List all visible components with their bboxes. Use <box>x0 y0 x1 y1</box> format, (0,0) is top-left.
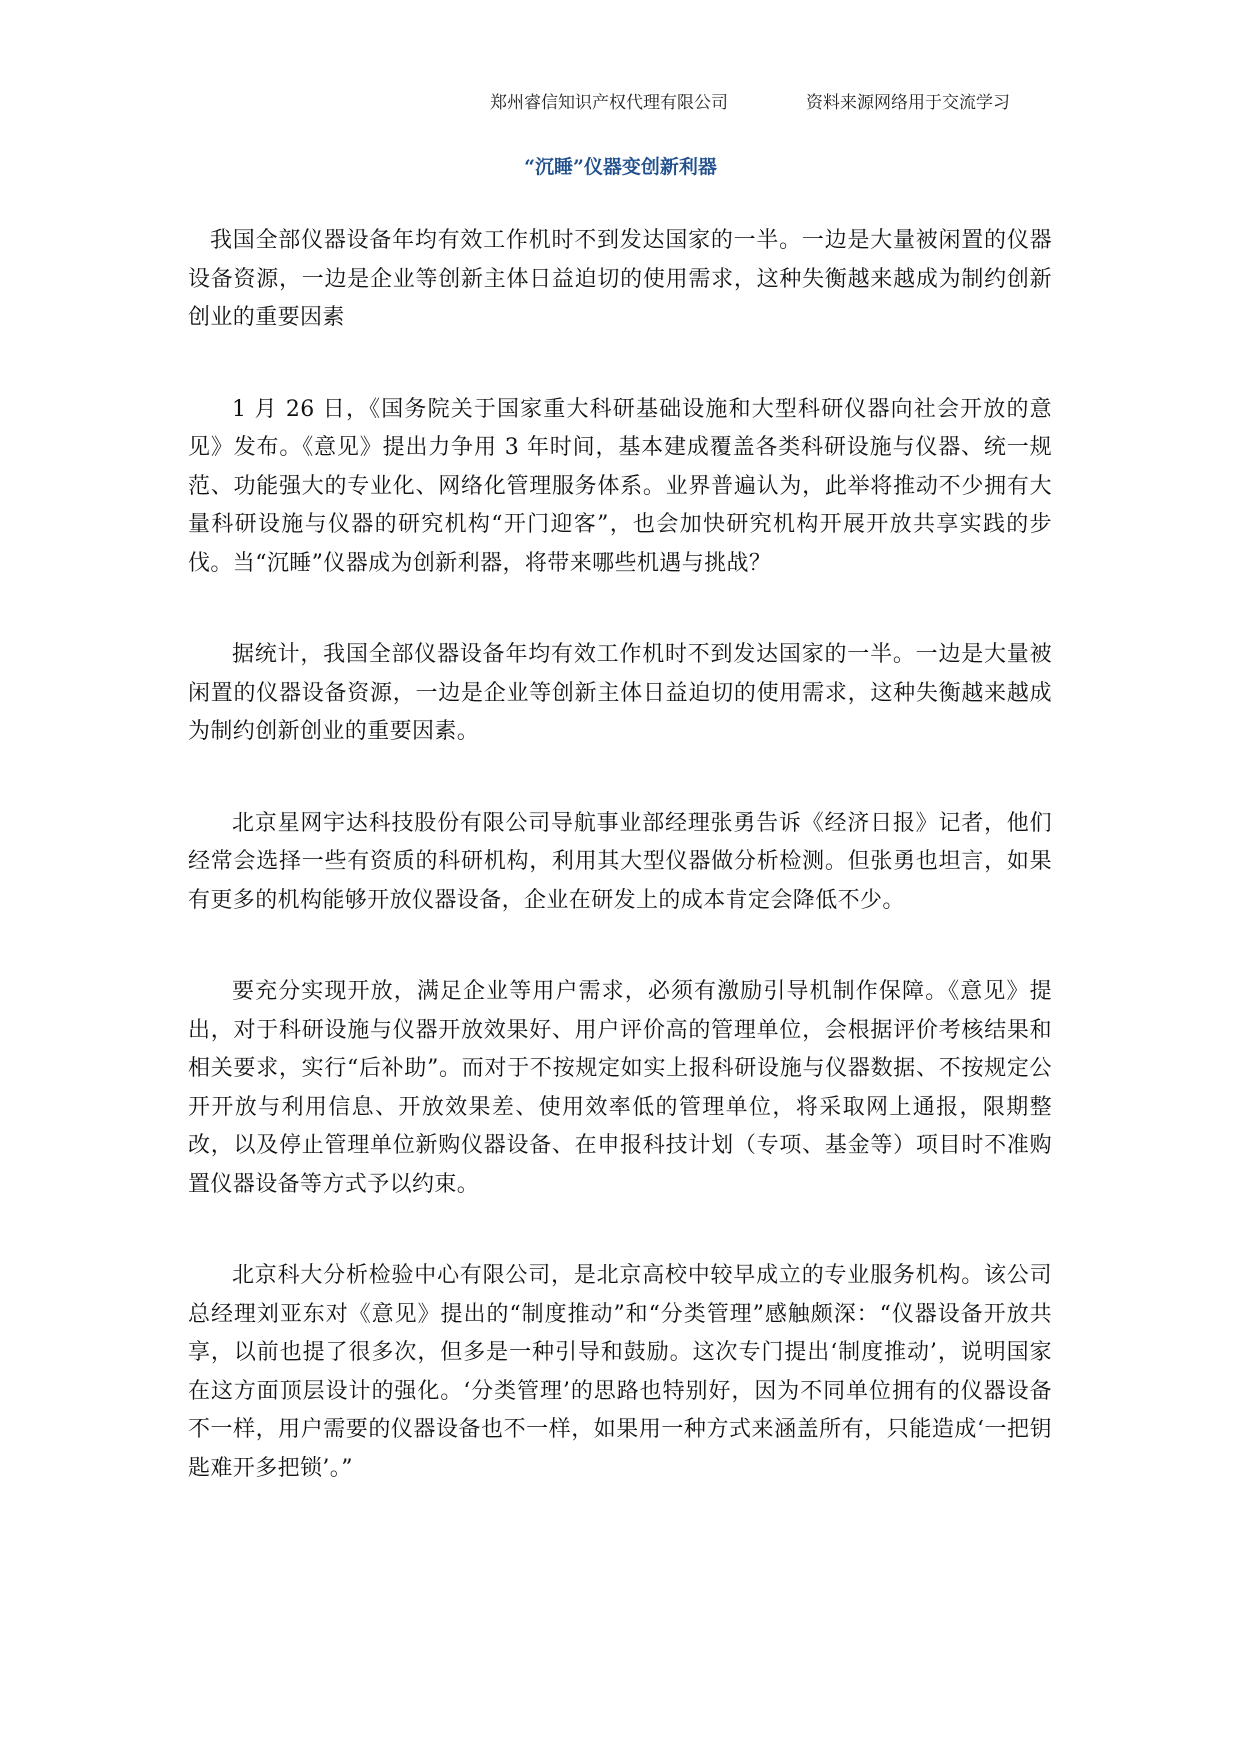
paragraph-2: 1 月 26 日，《国务院关于国家重大科研基础设施和大型科研仪器向社会开放的意见》发布。《意见》提出力争用 3 年时间，基本建成覆盖各类科研设施与仪器、统一规范、功能强大的专业化、网络化管理服务体系。业界普遍认为，此举将推动不少拥有大量科研设施与仪器的研究机构“开门迎客”，也会加快研究机构开展开放共享实践的步伐。当“沉睡”仪器成为创新利器，将带来哪些机遇与挑战？ <box>188 396 1052 576</box>
paragraph-3: 据统计，我国全部仪器设备年均有效工作机时不到发达国家的一半。一边是大量被闲置的仪器设备资源，一边是企业等创新主体日益迫切的使用需求，这种失衡越来越成为制约创新创业的重要因素。 <box>188 642 1052 744</box>
header-company: 郑州睿信知识产权代理有限公司 <box>490 93 728 113</box>
article-title: “沉睡”仪器变创新利器 <box>524 156 717 178</box>
paragraph-6: 北京科大分析检验中心有限公司，是北京高校中较早成立的专业服务机构。该公司总经理刘亚东对《意见》提出的“制度推动”和“分类管理”感触颇深：“仪器设备开放共享，以前也提了很多次，但多是一种引导和鼓励。这次专门提出‘制度推动’，说明国家在这方面顶层设计的强化。‘分类管理’的思路也特别好，因为不同单位拥有的仪器设备不一样，用户需要的仪器设备也不一样，如果用一种方式来涵盖所有，只能造成‘一把钥匙难开多把锁’。” <box>188 1263 1052 1481</box>
page-header <box>0 88 1241 118</box>
paragraph-4: 北京星网宇达科技股份有限公司导航事业部经理张勇告诉《经济日报》记者，他们经常会选择一些有资质的科研机构，利用其大型仪器做分析检测。但张勇也坦言，如果有更多的机构能够开放仪器设备，企业在研发上的成本肯定会降低不少。 <box>188 810 1052 913</box>
paragraph-1: 我国全部仪器设备年均有效工作机时不到发达国家的一半。一边是大量被闲置的仪器设备资源，一边是企业等创新主体日益迫切的使用需求，这种失衡越来越成为制约创新创业的重要因素 <box>188 228 1052 330</box>
article-body <box>188 222 1052 1541</box>
header-note: 资料来源网络用于交流学习 <box>806 93 1010 113</box>
paragraph-5: 要充分实现开放，满足企业等用户需求，必须有激励引导机制作保障。《意见》提出，对于科研设施与仪器开放效果好、用户评价高的管理单位，会根据评价考核结果和相关要求，实行“后补助”。而对于不按规定如实上报科研设施与仪器数据、不按规定公开开放与利用信息、开放效果差、使用效率低的管理单位，将采取网上通报，限期整改，以及停止管理单位新购仪器设备、在申报科技计划（专项、基金等）项目时不准购置仪器设备等方式予以约束。 <box>188 979 1052 1197</box>
